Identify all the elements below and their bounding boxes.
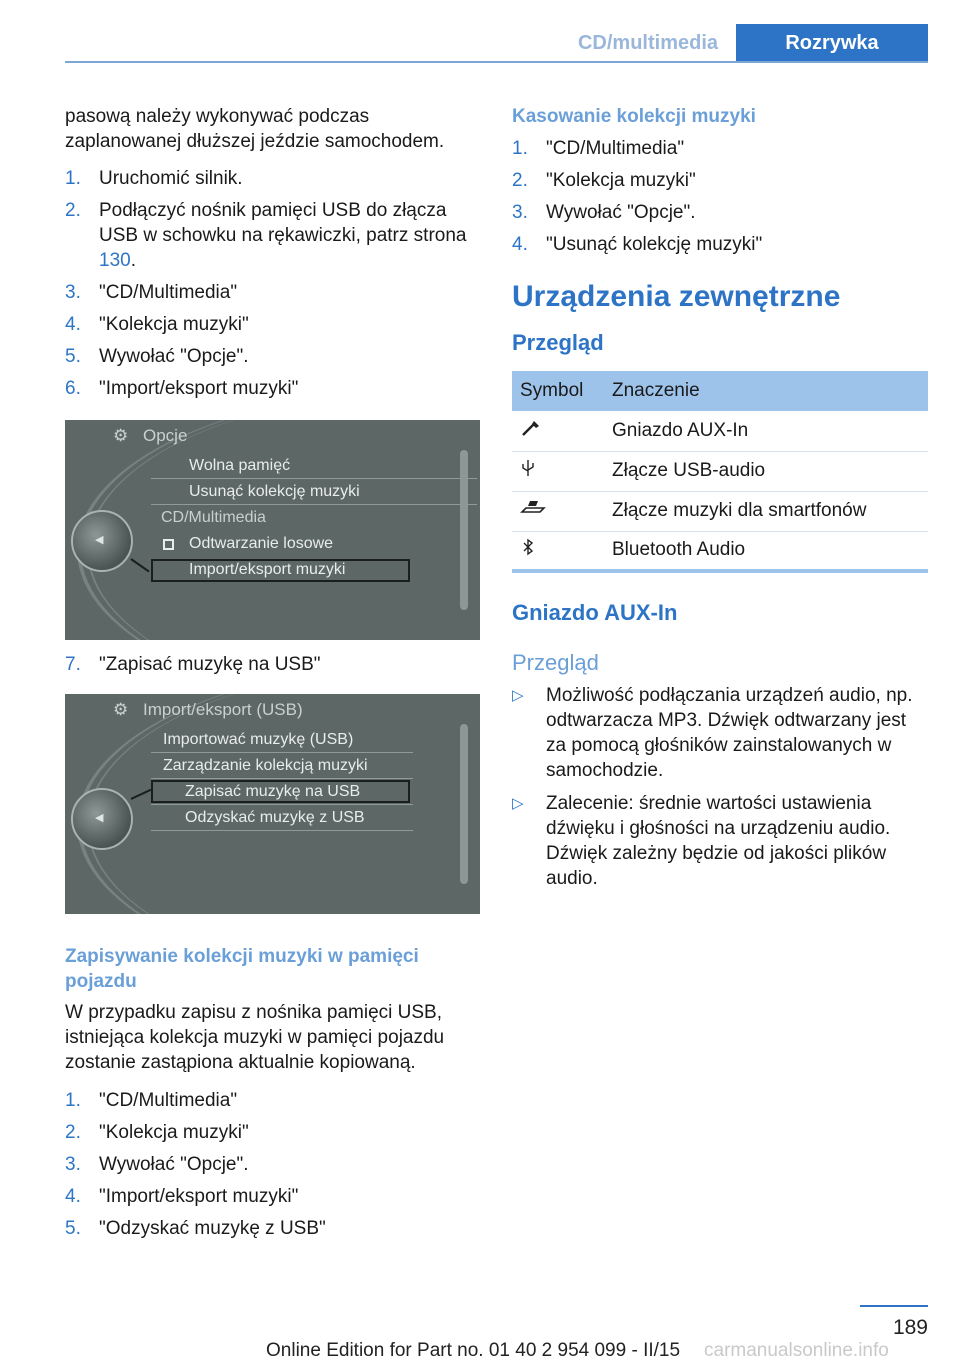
right-column	[512, 104, 928, 899]
symbol-table	[512, 371, 928, 573]
subheading-delete-collection: Kasowanie kolekcji muzyki	[512, 106, 756, 127]
menu-divider	[151, 778, 413, 779]
list-item	[65, 1152, 480, 1177]
aux-plug-icon	[520, 418, 542, 438]
list-item	[65, 1184, 480, 1209]
usb-icon	[520, 458, 536, 478]
heading-aux-in: Gniazdo AUX-In	[512, 600, 678, 625]
table-row	[512, 411, 928, 451]
list-item	[512, 683, 928, 783]
idrive-screen-options	[65, 420, 480, 640]
left-arrow-icon: ◀	[95, 812, 104, 824]
menu-divider	[151, 752, 413, 753]
step-number: 7.	[65, 654, 81, 675]
page-number: 189	[892, 1316, 928, 1339]
header-chapter-tab: Rozrywka	[736, 24, 928, 62]
menu-item: Odtwarzanie losowe	[189, 535, 334, 552]
intro-text: pasową należy wykonywać podczas zaplanowanej dłuższej jeździe samochodem.	[65, 106, 445, 152]
scrollbar	[460, 450, 468, 610]
step-text: Wywołać "Opcje".	[546, 202, 696, 223]
symbol-cell	[512, 531, 604, 571]
step-text: "Zapisać muzykę na USB"	[99, 654, 321, 675]
menu-divider	[151, 830, 413, 831]
step-text: "Kolekcja muzyki"	[99, 1122, 249, 1143]
table-header-row	[512, 371, 928, 411]
footer-rule	[860, 1305, 928, 1307]
step-number: 4.	[65, 1186, 81, 1207]
menu-item: Zarządzanie kolekcją muzyki	[163, 757, 368, 774]
heading-overview-aux: Przegląd	[512, 650, 599, 675]
step-text: "Odzyskać muzykę z USB"	[99, 1218, 326, 1239]
step-number: 1.	[512, 138, 528, 159]
list-item	[512, 232, 928, 257]
meaning-cell: Gniazdo AUX-In	[604, 411, 928, 451]
edition-note: Online Edition for Part no. 01 40 2 954 099 - II/15	[266, 1340, 681, 1361]
menu-item: Odzyskać muzykę z USB	[185, 809, 365, 826]
options-icon: ⚙	[113, 700, 129, 719]
step-text: "Import/eksport muzyki"	[99, 1186, 299, 1207]
step-number: 2.	[65, 200, 81, 221]
left-arrow-icon: ◀	[95, 534, 104, 546]
step-text-tail: .	[130, 250, 136, 271]
table-header-symbol: Symbol	[512, 371, 604, 411]
step-number: 4.	[65, 314, 81, 335]
header-rule	[65, 61, 928, 63]
step-text: Wywołać "Opcje".	[99, 1154, 249, 1175]
menu-item: Wolna pamięć	[189, 457, 291, 474]
step-number: 3.	[65, 1154, 81, 1175]
menu-item: Import/eksport muzyki	[189, 561, 346, 578]
symbol-cell	[512, 491, 604, 531]
step-number: 4.	[512, 234, 528, 255]
screen-title: Opcje	[143, 426, 188, 445]
header-section-tab: CD/multimedia	[577, 32, 719, 54]
scrollbar	[460, 724, 468, 884]
steps-list-restore	[65, 1088, 480, 1241]
list-item	[65, 652, 480, 677]
step-number: 5.	[65, 1218, 81, 1239]
step-text: "Import/eksport muzyki"	[99, 378, 299, 399]
step-text: "CD/Multimedia"	[99, 282, 238, 303]
step-text: "Kolekcja muzyki"	[99, 314, 249, 335]
step-number: 6.	[65, 378, 81, 399]
heading-external-devices: Urządzenia zewnętrzne	[512, 280, 841, 313]
list-item	[65, 280, 480, 305]
bluetooth-icon	[520, 537, 536, 557]
list-item	[512, 791, 928, 891]
list-item	[65, 344, 480, 369]
list-item	[512, 168, 928, 193]
bullet-list	[512, 683, 928, 891]
list-item	[65, 312, 480, 337]
left-column	[65, 104, 480, 1248]
screen-arc-inner	[87, 420, 480, 640]
bullet-text: Możliwość podłączania urządzeń audio, np. odtwarzacza MP3. Dźwięk odtwarzany jest za pomocą głośników zainstalowanych w samochodzie.	[546, 685, 913, 781]
menu-divider	[151, 504, 477, 505]
screen-title: Import/eksport (USB)	[143, 700, 303, 719]
steps-list-import	[65, 166, 480, 401]
meaning-cell: Złącze USB-audio	[604, 451, 928, 491]
triangle-bullet-icon: ▷	[512, 687, 524, 704]
step-text: "Usunąć kolekcję muzyki"	[546, 234, 763, 255]
subheading-save-collection: Zapisywanie kolekcji muzyki w pamięci pojazdu	[65, 946, 419, 992]
smartphone-music-icon	[520, 498, 546, 518]
list-item	[65, 1216, 480, 1241]
meaning-cell: Złącze muzyki dla smartfonów	[604, 491, 928, 531]
table-row	[512, 531, 928, 571]
heading-overview: Przegląd	[512, 330, 604, 355]
list-item	[65, 376, 480, 401]
step-number: 3.	[512, 202, 528, 223]
step-text: "Kolekcja muzyki"	[546, 170, 696, 191]
watermark: carmanualsonline.info	[704, 1340, 889, 1361]
triangle-bullet-icon: ▷	[512, 795, 524, 812]
menu-divider	[151, 804, 413, 805]
checkbox-icon	[163, 539, 174, 550]
step-text: "CD/Multimedia"	[546, 138, 685, 159]
step-text: Uruchomić silnik.	[99, 168, 243, 189]
step-number: 3.	[65, 282, 81, 303]
step-text: Wywołać "Opcje".	[99, 346, 249, 367]
menu-section-label: CD/Multimedia	[161, 509, 266, 526]
list-item	[65, 198, 480, 273]
options-icon: ⚙	[113, 426, 129, 445]
menu-item: Importować muzykę (USB)	[163, 731, 354, 748]
menu-item: Usunąć kolekcję muzyki	[189, 483, 360, 500]
step-number: 1.	[65, 168, 81, 189]
step-number: 2.	[65, 1122, 81, 1143]
meaning-cell: Bluetooth Audio	[604, 531, 928, 571]
bullet-text: Zalecenie: średnie wartości ustawienia dźwięku i głośności na urządzeniu audio. Dźwięk zależny będzie od jakości plików audio.	[546, 793, 891, 889]
list-item	[512, 200, 928, 225]
symbol-cell	[512, 451, 604, 491]
page-link[interactable]: 130	[99, 250, 131, 271]
step-number: 5.	[65, 346, 81, 367]
menu-divider	[151, 478, 477, 479]
step-text: Podłączyć nośnik pamięci USB do złącza USB w schowku na rękawiczki, patrz strona	[99, 200, 467, 246]
symbol-cell	[512, 411, 604, 451]
list-item	[512, 136, 928, 161]
step-text: "CD/Multimedia"	[99, 1090, 238, 1111]
list-item	[65, 166, 480, 191]
menu-item: Zapisać muzykę na USB	[185, 783, 361, 800]
table-row	[512, 491, 928, 531]
table-row	[512, 451, 928, 491]
step-number: 2.	[512, 170, 528, 191]
list-item	[65, 1120, 480, 1145]
body-paragraph: W przypadku zapisu z nośnika pamięci USB, istniejąca kolekcja muzyki w pamięci pojazdu zostanie zastąpiona aktualnie kopiowaną.	[65, 1002, 445, 1073]
steps-list-delete	[512, 136, 928, 257]
steps-list-save	[65, 652, 480, 677]
list-item	[65, 1088, 480, 1113]
step-number: 1.	[65, 1090, 81, 1111]
table-header-meaning: Znaczenie	[604, 371, 928, 411]
idrive-screen-import-export	[65, 694, 480, 914]
